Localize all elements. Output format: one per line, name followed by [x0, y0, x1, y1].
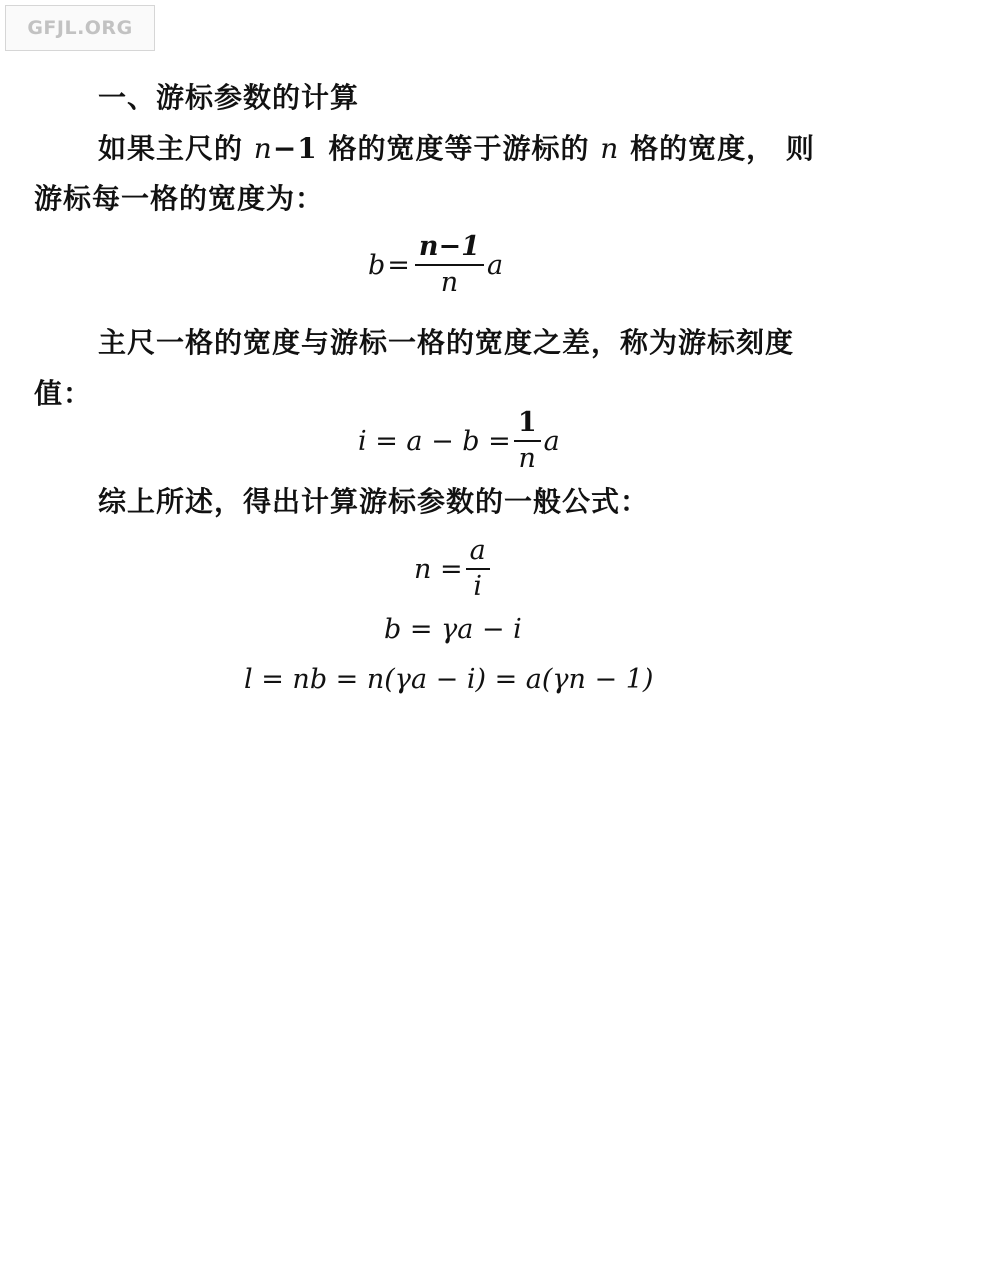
formula1-denominator: n	[440, 267, 459, 298]
formula2-lhs: i = a − b =	[358, 425, 511, 457]
para1-var-n: n	[253, 132, 273, 165]
formula3-denominator: i	[473, 571, 482, 602]
formula-b-gamma: b = γa − i	[384, 614, 522, 645]
formula1-eq: =	[387, 249, 410, 281]
formula1-lhs: b	[368, 249, 386, 281]
para1-minus-one: −1	[272, 132, 318, 165]
formula2-numerator: 1	[514, 408, 541, 442]
section-heading: 一、游标参数的计算	[98, 81, 360, 114]
formula2-fraction	[514, 408, 541, 474]
formula3-lhs: n =	[414, 553, 463, 585]
para1-text-3: 格的宽度， 则	[630, 132, 815, 165]
paragraph-2-line-2: 值：	[34, 377, 93, 410]
formula2-denominator: n	[518, 443, 536, 474]
formula-n	[414, 536, 493, 602]
para1-text-1: 如果主尺的	[98, 132, 244, 165]
formula2-tail: a	[543, 425, 560, 457]
paragraph-3: 综上所述，得出计算游标参数的一般公式：	[98, 485, 650, 518]
formula1-tail: a	[486, 249, 504, 281]
formula-length: l = nb = n(γa − i) = a(γn − 1)	[244, 664, 654, 695]
paragraph-1-line-1	[98, 131, 815, 167]
formula1-fraction	[415, 232, 484, 298]
para1-var-n2: n	[600, 132, 620, 165]
formula-b-definition	[368, 232, 503, 298]
formula3-fraction	[466, 536, 490, 602]
formula1-numerator: n−1	[415, 232, 484, 266]
paragraph-1-line-2: 游标每一格的宽度为：	[34, 182, 325, 215]
formula-vernier-value	[358, 408, 560, 474]
formula3-numerator: a	[466, 536, 490, 570]
watermark-logo: GFJL.ORG	[5, 5, 155, 51]
para1-text-2: 格的宽度等于游标的	[328, 132, 590, 165]
paragraph-2-line-1: 主尺一格的宽度与游标一格的宽度之差，称为游标刻度	[98, 326, 795, 359]
